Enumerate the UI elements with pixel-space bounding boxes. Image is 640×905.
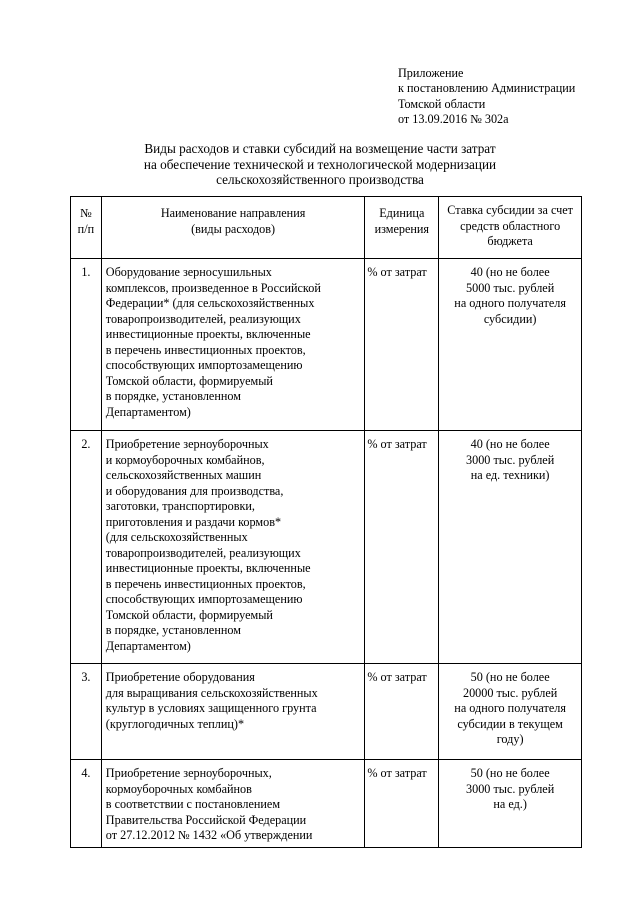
row-name-line: заготовки, транспортировки, [105, 499, 255, 513]
row-name-line: в перечень инвестиционных проектов, [105, 342, 306, 357]
header-unit-line: измерения [374, 221, 430, 236]
row-name-line: Оборудование зерносушильных [105, 265, 272, 279]
row-name-line: Приобретение зерноуборочных, [105, 766, 272, 780]
header-unit [365, 197, 439, 259]
row-name-line: Департаментом) [105, 638, 191, 653]
header-name-line: (виды расходов) [191, 221, 276, 236]
header-num-line: № [80, 206, 92, 220]
row-rate-line: 50 (но не более [470, 670, 550, 684]
row-rate-line: на одного получателя [454, 296, 566, 310]
row-name-line: приготовления и раздачи кормов* [105, 514, 282, 529]
row-num: 3. [81, 670, 91, 684]
row-name [102, 431, 365, 654]
row-rate-line: 40 (но не более [470, 265, 550, 279]
appendix-header [398, 66, 575, 128]
header-name-line: Наименование направления [160, 206, 306, 220]
row-name-line: кормоуборочных комбайнов [105, 781, 252, 796]
row-rate-line: 20000 тыс. рублей [462, 685, 558, 700]
header-rate-line: бюджета [487, 234, 533, 248]
title-line: на обеспечение технической и технологической модернизации [143, 156, 497, 172]
row-rate-line: 50 (но не более [470, 766, 550, 780]
row-name-line: в соответствии с постановлением [105, 797, 281, 811]
row-rate-line: субсидии в текущем [457, 716, 563, 731]
row-name-line: Департаментом) [105, 404, 191, 419]
row-name-line: инвестиционные проекты, включенные [105, 327, 311, 341]
row-unit: % от затрат [367, 766, 427, 780]
row-name-line: в порядке, установленном [105, 389, 241, 403]
table-row [71, 760, 582, 848]
row-rate-line: 3000 тыс. рублей [466, 781, 555, 796]
row-unit: % от затрат [367, 265, 427, 279]
row-rate-line: на ед. техники) [470, 468, 550, 482]
row-name-line: Федерации* (для сельскохозяйственных [105, 296, 315, 310]
row-name-line: Приобретение оборудования [105, 670, 255, 684]
row-name-line: Приобретение зерноуборочных [105, 437, 269, 451]
row-name [102, 259, 365, 420]
table-row [71, 431, 582, 664]
row-rate-line: на одного получателя [454, 701, 566, 715]
header-rate [439, 197, 582, 259]
row-name-line: сельскохозяйственных машин [105, 468, 262, 482]
row-rate [439, 259, 581, 327]
appendix-line: от 13.09.2016 № 302а [398, 112, 509, 127]
row-rate-line: году) [496, 732, 524, 746]
row-name-line: товаропроизводителей, реализующих [105, 311, 301, 326]
row-name-line: Томской области, формируемый [105, 373, 273, 388]
row-rate-line: на ед.) [493, 797, 527, 811]
header-rate-line: Ставка субсидии за счет [447, 203, 573, 217]
appendix-line: к постановлению Администрации [398, 81, 576, 96]
row-num: 4. [81, 766, 91, 780]
title-line: сельскохозяйственного производства [216, 172, 424, 188]
row-rate-line: 3000 тыс. рублей [466, 452, 555, 467]
row-rate-line: 40 (но не более [470, 437, 550, 451]
header-num [71, 197, 102, 259]
header-unit-line: Единица [379, 206, 425, 220]
table-header-row [71, 197, 582, 259]
row-name-line: (круглогодичных теплиц)* [105, 716, 245, 731]
row-name [102, 664, 365, 732]
row-name-line: культур в условиях защищенного грунта [105, 701, 317, 715]
header-rate-line: средств областного [460, 218, 561, 233]
header-name [101, 197, 365, 259]
title-line: Виды расходов и ставки субсидий на возмещение части затрат [144, 141, 496, 156]
row-rate-line: субсидии) [483, 311, 537, 326]
document-title [60, 141, 580, 188]
row-rate [439, 431, 581, 484]
row-num: 1. [81, 265, 91, 279]
row-name-line: Правительства Российской Федерации [105, 812, 307, 827]
row-name-line: для выращивания сельскохозяйственных [105, 685, 318, 700]
row-rate [439, 760, 581, 813]
row-name-line: инвестиционные проекты, включенные [105, 561, 311, 575]
row-num: 2. [81, 437, 91, 451]
appendix-line: Приложение [398, 66, 464, 80]
row-name-line: Томской области, формируемый [105, 607, 273, 622]
row-name-line: способствующих импортозамещению [105, 592, 303, 606]
row-name-line: комплексов, произведенное в Российской [105, 280, 321, 295]
row-rate [439, 664, 581, 748]
row-name-line: и оборудования для производства, [105, 483, 284, 498]
row-name-line: от 27.12.2012 № 1432 «Об утверждении [105, 828, 313, 842]
row-name-line: товаропроизводителей, реализующих [105, 545, 301, 560]
row-unit: % от затрат [367, 437, 427, 451]
header-num-line: п/п [77, 221, 95, 236]
row-name-line: в порядке, установленном [105, 623, 241, 637]
row-name-line: способствующих импортозамещению [105, 358, 303, 372]
row-name-line: в перечень инвестиционных проектов, [105, 576, 306, 591]
row-unit: % от затрат [367, 670, 427, 684]
row-name [102, 760, 365, 844]
appendix-line: Томской области [398, 96, 486, 111]
table-row [71, 664, 582, 760]
row-name-line: (для сельскохозяйственных [105, 530, 248, 544]
table-row [71, 259, 582, 431]
row-rate-line: 5000 тыс. рублей [466, 280, 555, 295]
subsidy-table [70, 196, 582, 848]
row-name-line: и кормоуборочных комбайнов, [105, 452, 265, 467]
